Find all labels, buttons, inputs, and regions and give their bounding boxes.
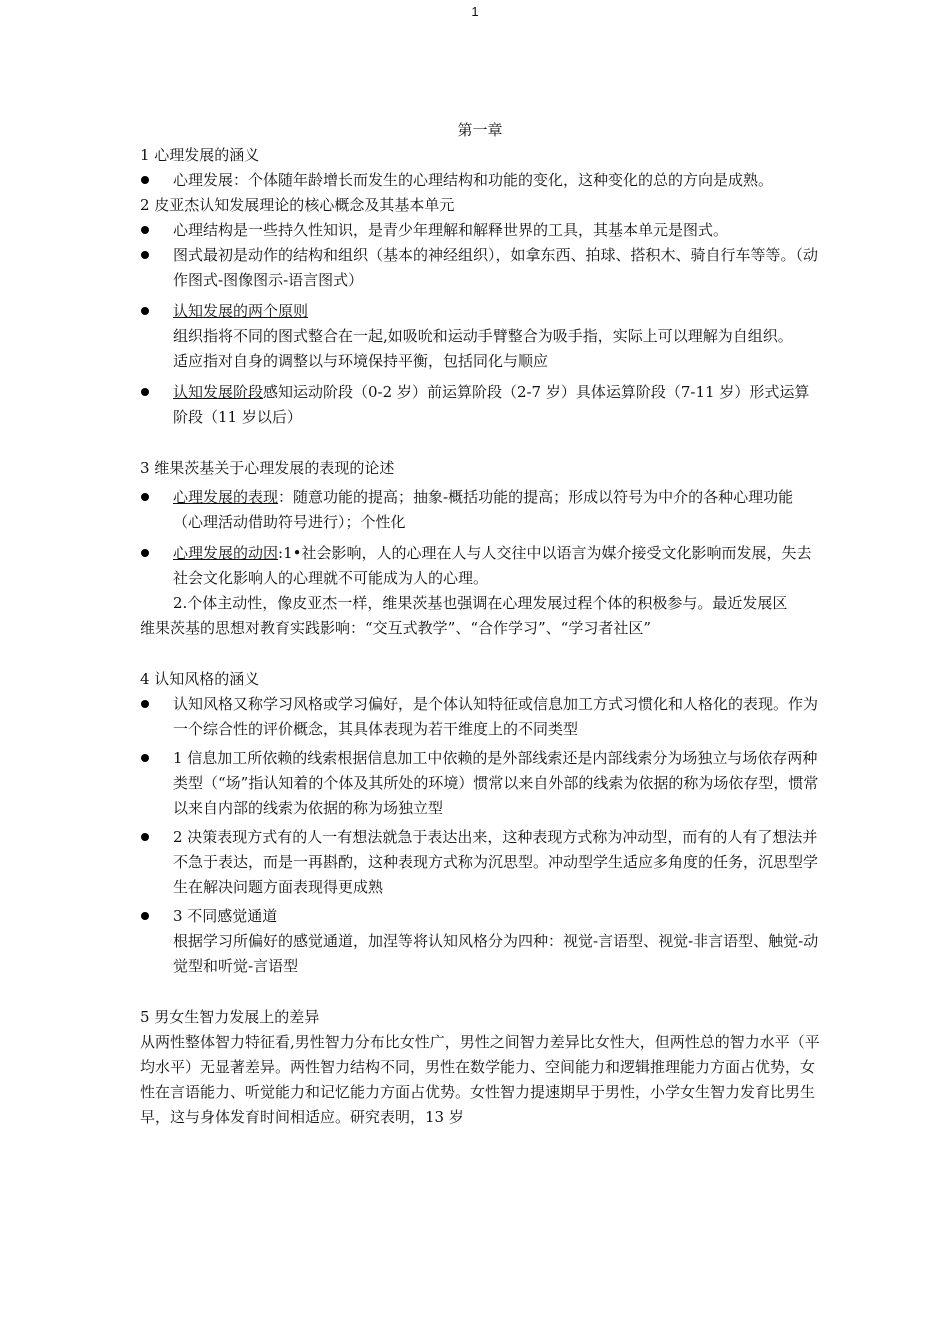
bullet-item [140, 299, 820, 324]
bullet-text: 3 不同感觉通道 [173, 907, 278, 925]
bullet-text: 心理发展：个体随年龄增长而发生的心理结构和功能的变化，这种变化的总的方向是成熟。 [173, 171, 774, 189]
bullet-icon [141, 912, 149, 920]
continuation-paragraph: 2.个体主动性，像皮亚杰一样，维果茨基也强调在心理发展过程个体的积极参与。最近发展区 [173, 594, 788, 612]
section-paragraph: 从两性整体智力特征看,男性智力分布比女性广，男性之间智力差异比女性大，但两性总的智力水平（平均水平）无显著差异。两性智力结构不同，男性在数学能力、空间能力和逻辑推理能力方面占优势，女性在言语能力、听觉能力和记忆能力方面占优势。女性智力提速期早于男性，小学女生智力发育比男生早，这与身体发育时间相适应。研究表明，13 岁 [140, 1033, 820, 1126]
bullet-icon [141, 754, 149, 762]
bullet-icon [141, 700, 149, 708]
bullet-icon [141, 251, 149, 259]
bullet-text: 图式最初是动作的结构和组织（基本的神经组织），如拿东西、拍球、搭积木、骑自行车等等。（动作图式-图像图示-语言图式） [173, 246, 819, 289]
bullet-icon [141, 549, 149, 557]
section-heading: 3 维果茨基关于心理发展的表现的论述 [140, 459, 395, 477]
section-heading: 1 心理发展的涵义 [140, 146, 260, 164]
bullet-icon [141, 176, 149, 184]
bullet-subline: 适应指对自身的调整以与环境保持平衡，包括同化与顺应 [173, 352, 549, 370]
bullet-item [140, 485, 820, 535]
bullet-text: 认知风格又称学习风格或学习偏好，是个体认知特征或信息加工方式习惯化和人格化的表现。作为一个综合性的评价概念，其具体表现为若干维度上的不同类型 [173, 695, 819, 738]
section-heading: 4 认知风格的涵义 [140, 670, 260, 688]
bullet-item [140, 168, 820, 193]
bullet-item [140, 692, 820, 742]
bullet-text: 心理结构是一些持久性知识，是青少年理解和解释世界的工具，其基本单元是图式。 [173, 221, 729, 239]
bullet-item [140, 243, 820, 293]
bullet-item [140, 904, 820, 929]
bullet-subline: 组织指将不同的图式整合在一起,如吸吮和运动手臂整合为吸手指，实际上可以理解为自组织。 [173, 327, 793, 345]
bullet-text: 感知运动阶段（0-2 岁）前运算阶段（2-7 岁）具体运算阶段（7-11 岁）形式运算阶段（11 岁以后） [173, 383, 810, 426]
bullet-item [140, 218, 820, 243]
bullet-icon [141, 493, 149, 501]
bullet-item [140, 541, 820, 591]
section-heading: 5 男女生智力发展上的差异 [140, 1008, 320, 1026]
bullet-icon [141, 226, 149, 234]
page-number: 1 [471, 4, 479, 19]
bullet-text: ：随意功能的提高；抽象-概括功能的提高；形成以符号为中介的各种心理功能（心理活动借助符号进行）；个性化 [173, 488, 794, 531]
section-closing: 维果茨基的思想对教育实践影响：“交互式教学”、“合作学习”、“学习者社区” [140, 619, 652, 637]
section-heading: 2 皮亚杰认知发展理论的核心概念及其基本单元 [140, 196, 455, 214]
bullet-icon [141, 388, 149, 396]
bullet-icon [141, 833, 149, 841]
bullet-label: 心理发展的动因 [173, 544, 279, 562]
bullet-item [140, 380, 820, 430]
bullet-text: 1 信息加工所依赖的线索根据信息加工中依赖的是外部线索还是内部线索分为场独立与场依存两种类型（“场”指认知着的个体及其所处的环境）惯常以来自外部的线索为依据的称为场依存型，惯常以来自内部的线索为依据的称为场独立型 [173, 749, 819, 817]
chapter-title: 第一章 [457, 121, 503, 139]
bullet-subline: 根据学习所偏好的感觉通道，加涅等将认知风格分为四种：视觉-言语型、视觉-非言语型、触觉-动觉型和听觉-言语型 [173, 932, 819, 975]
bullet-label: 心理发展的表现 [173, 488, 279, 506]
bullet-label: 认知发展的两个原则 [173, 302, 309, 320]
bullet-icon [141, 307, 149, 315]
bullet-item [140, 825, 820, 900]
bullet-text: :1•社会影响，人的心理在人与人交往中以语言为媒介接受文化影响而发展，失去社会文化影响人的心理就不可能成为人的心理。 [173, 544, 812, 587]
bullet-text: 2 决策表现方式有的人一有想法就急于表达出来，这种表现方式称为冲动型，而有的人有了想法并不急于表达，而是一再斟酌，这种表现方式称为沉思型。冲动型学生适应多角度的任务，沉思型学生在解决问题方面表现得更成熟 [173, 828, 819, 896]
bullet-label: 认知发展阶段 [173, 383, 264, 401]
bullet-item [140, 746, 820, 821]
document-body [140, 118, 820, 1130]
